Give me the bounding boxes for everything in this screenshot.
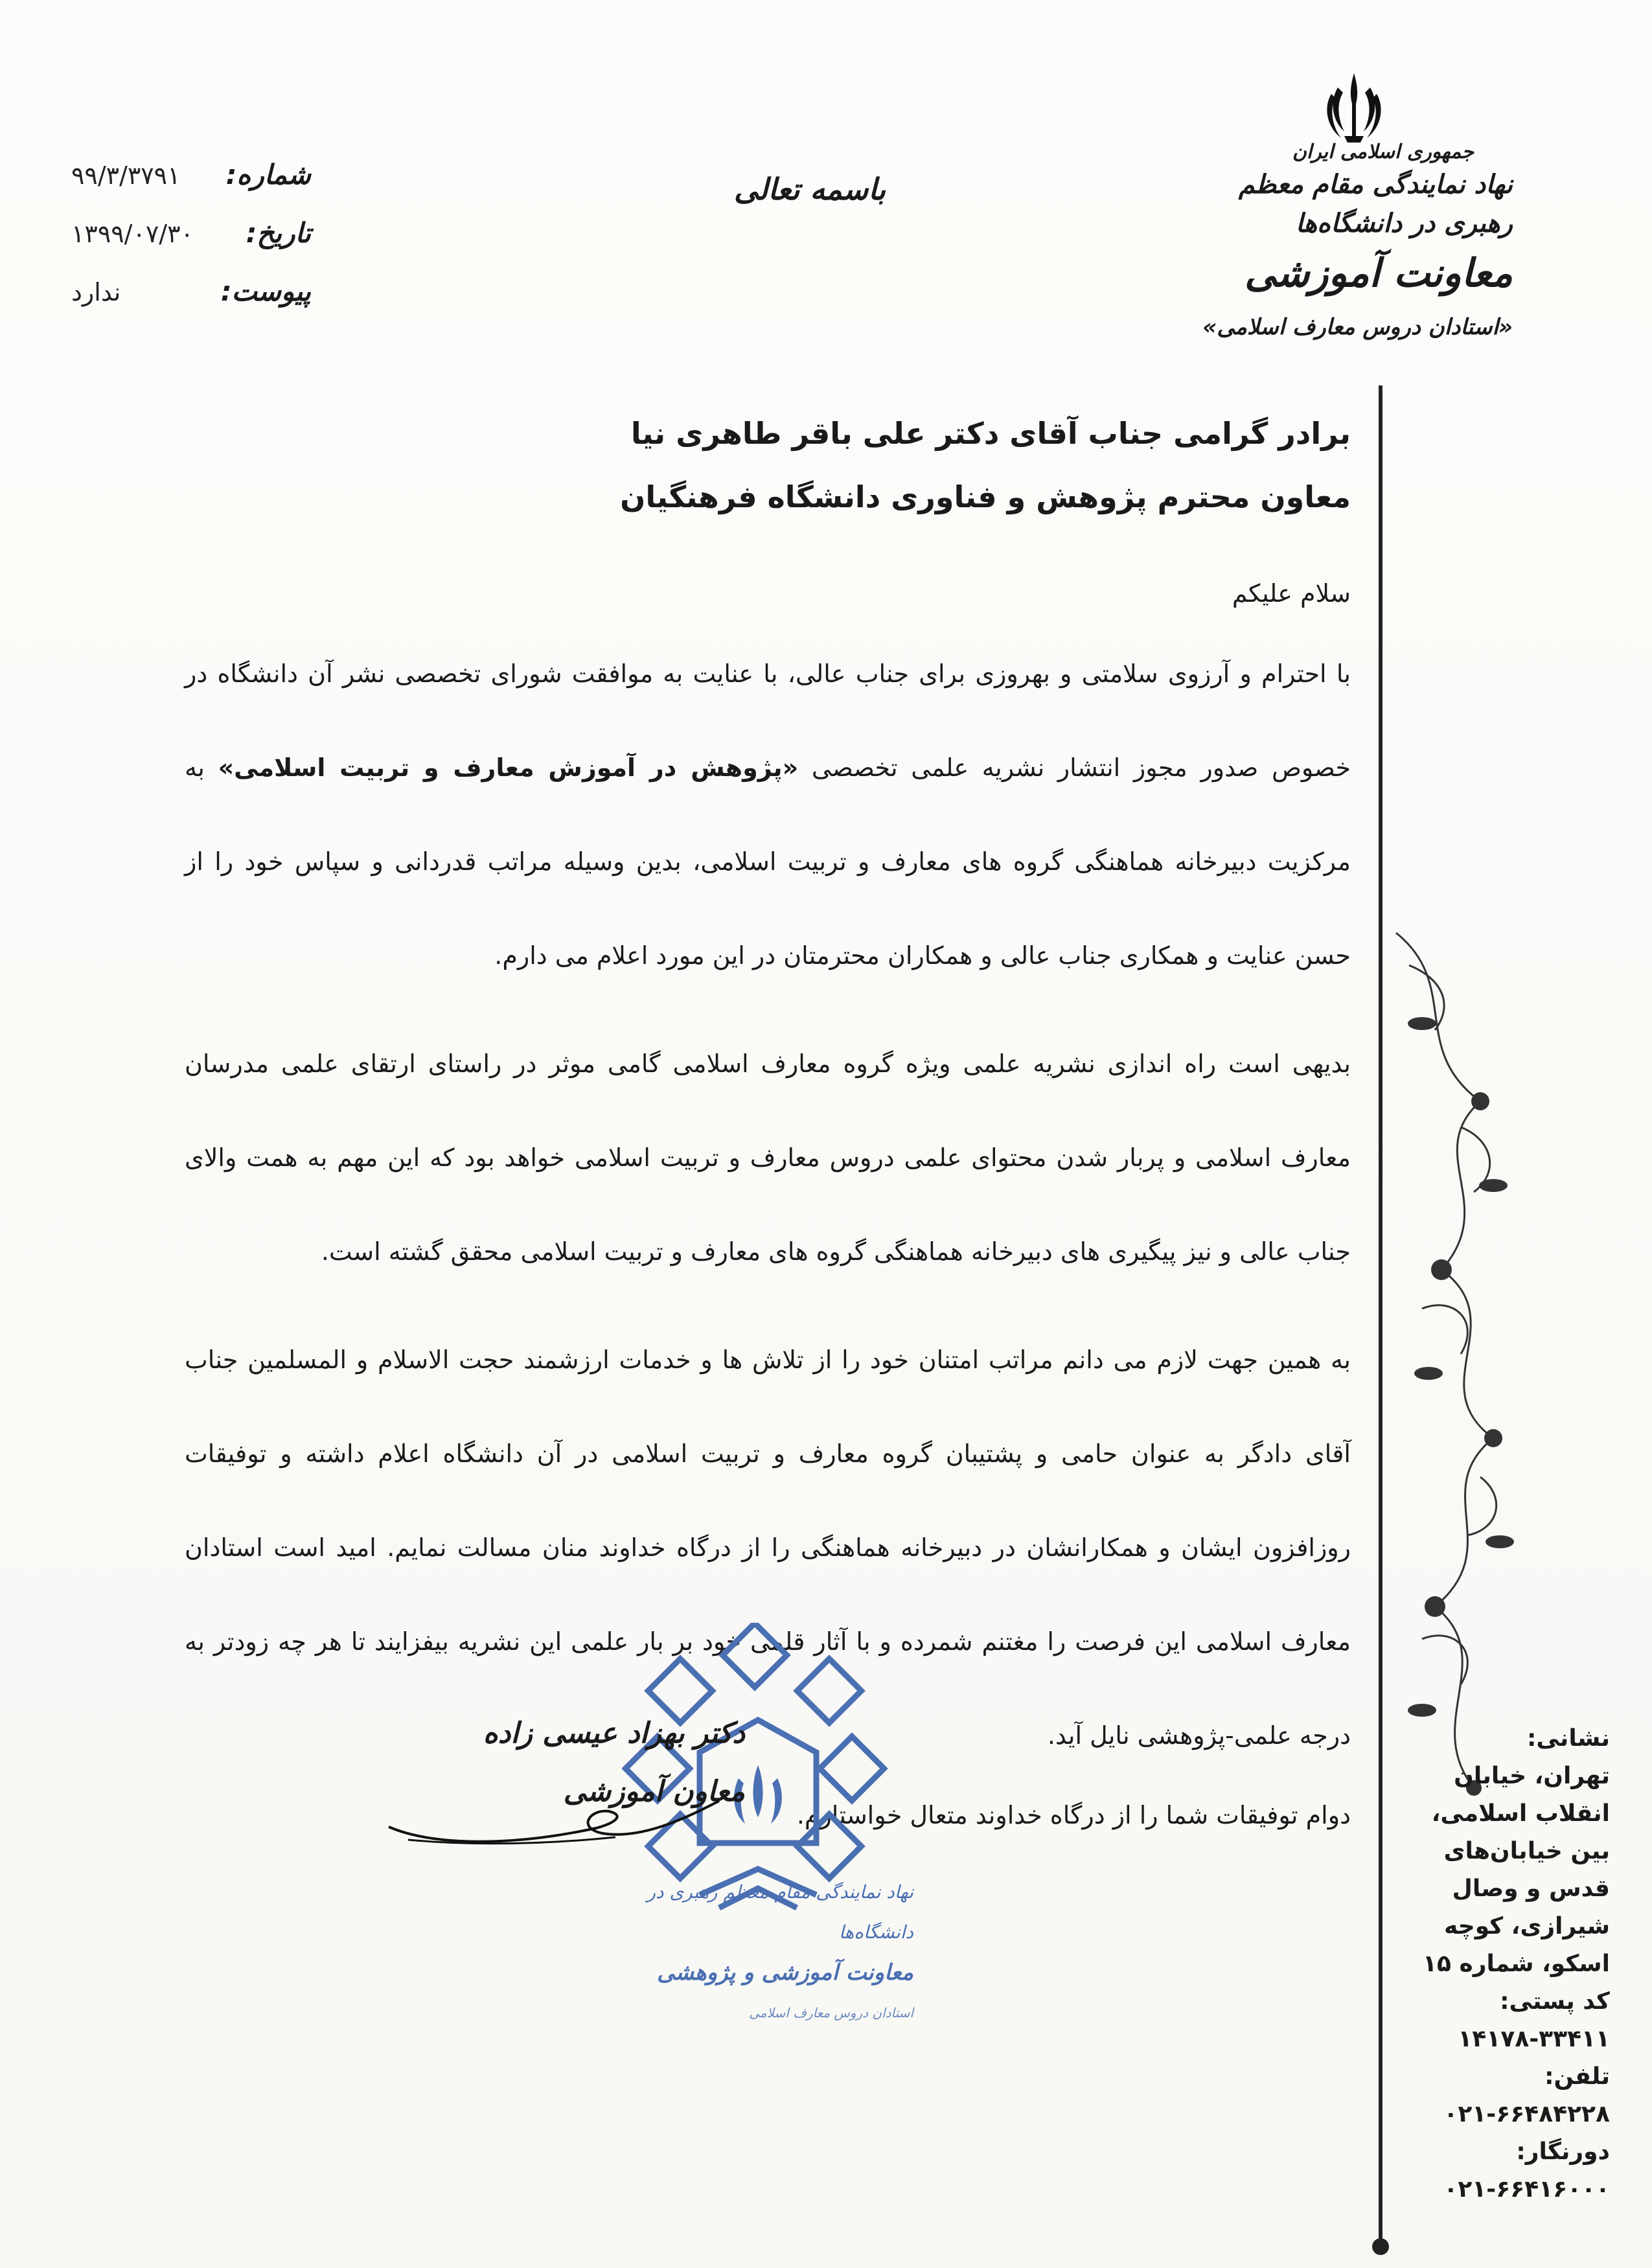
date-label: تاریخ: <box>246 217 311 249</box>
number-label: شماره: <box>225 159 311 190</box>
address-sidebar <box>1403 1720 1610 2208</box>
letterhead <box>1176 139 1513 350</box>
stamp-line-1: نهاد نمایندگی مقام معظم رهبری در دانشگاه‌ها <box>647 1881 913 1943</box>
fax-label: دورنگار: <box>1516 2138 1610 2165</box>
signature-block <box>382 1717 745 1846</box>
stamp-text <box>602 1872 913 2033</box>
meta-date-row <box>52 217 311 275</box>
phone-value: ۰۲۱-۶۶۴۸۴۲۲۸ <box>1443 2101 1610 2127</box>
closing-line: دوام توفیقات شما را از درگاه خداوند متعال خواستارم. <box>796 1801 1351 1829</box>
stamp-line-2: معاونت آموزشی و پژوهشی <box>657 1960 913 1986</box>
margin-divider <box>1379 385 1382 2245</box>
floral-ornament-icon <box>1383 907 1529 1807</box>
paragraph-1 <box>185 627 1351 1003</box>
attachment-value: ندارد <box>71 278 121 306</box>
signatory-title: معاون آموزشی <box>563 1775 745 1808</box>
bismillah-heading: باسمه تعالی <box>734 172 886 207</box>
letterhead-republic: جمهوری اسلامی ایران <box>1292 141 1474 163</box>
stamp-line-3: استادان دروس معارف اسلامی <box>749 2005 913 2021</box>
address-value: تهران، خیابان انقلاب اسلامی، بین خیابان‌های قدس و وصال شیرازی، کوچه اسکو، شماره ۱۵ <box>1423 1763 1610 1977</box>
date-value: ۱۳۹۹/۰۷/۳۰ <box>71 220 194 248</box>
paragraph-1-end: به مرکزیت دبیرخانه هماهنگی گروه های معارف و تربیت اسلامی، بدین وسیله مراتب قدردانی و سپاس خود را از حسن عنایت و همکاری جناب عالی و همکاران محترمتان در این مورد اعلام می دارم. <box>185 753 1351 970</box>
paragraph-1-start: با احترام و آرزوی سلامتی و بهروزی برای جناب عالی، با عنایت به موافقت شورای تخصصی نشر آن دانشگاه در خصوص صدور مجوز انتشار نشریه علمی تخصصی <box>185 659 1351 782</box>
paragraph-3: به همین جهت لازم می دانم مراتب امتنان خود را از تلاش ها و خدمات ارزشمند حجت الاسلام و المسلمین جناب آقای دادگر به عنوان حامی و پشتیبان گروه معارف و تربیت اسلامی در آن دانشگاه اعلام داشته و توفیقات روزافزون ایشان و همکارانشان در دبیرخانه هماهنگی را از درگاه خداوند منان مسالت نمایم. امید است استادان معارف اسلامی این فرصت را مغتنم شمرده و با آثار قلمی خود بر بار علمی این نشریه بیفزایند تا هر چه زودتر به درجه علمی-پژوهشی نایل آید. <box>185 1346 1351 1750</box>
letterhead-subdepartment: «استادان دروس معارف اسلامی» <box>1202 314 1513 340</box>
postal-code-label: کد پستی: <box>1500 1988 1610 2015</box>
attachment-label: پیوست: <box>220 275 311 307</box>
number-value: ۹۹/۳/۳۷۹۱ <box>71 161 181 190</box>
address-label: نشانی: <box>1526 1725 1610 1752</box>
letter-meta <box>52 159 311 334</box>
letterhead-organization: نهاد نمایندگی مقام معظم رهبری در دانشگاه‌ها <box>1238 170 1513 238</box>
iran-emblem-icon <box>1318 68 1390 146</box>
meta-attachment-row <box>52 275 311 334</box>
paragraph-2: بدیهی است راه اندازی نشریه علمی ویژه گروه معارف اسلامی گامی موثر در راستای ارتقای علمی مدرسان معارف اسلامی و پربار شدن محتوای علمی دروس معارف و تربیت اسلامی خواهد بود که این مهم به همت والای جناب عالی و نیز پیگیری های دبیرخانه هماهنگی گروه های معارف و تربیت اسلامی محقق گشته است. <box>185 1049 1351 1266</box>
handwritten-signature-icon <box>382 1756 745 1853</box>
signatory-name: دکتر بهزاد عیسی زاده <box>483 1717 745 1750</box>
postal-code-value: ۱۴۱۷۸-۳۳۴۱۱ <box>1458 2026 1610 2052</box>
recipient-line-2: معاون محترم پژوهش و فناوری دانشگاه فرهنگیان <box>620 479 1351 514</box>
phone-label: تلفن: <box>1544 2063 1610 2090</box>
letter-body <box>185 402 1351 1835</box>
meta-number-row <box>52 159 311 217</box>
recipient-line-1: برادر گرامی جناب آقای دکتر علی باقر طاهری نیا <box>630 416 1351 451</box>
letterhead-department: معاونت آموزشی <box>1245 251 1513 296</box>
divider-end-dot <box>1372 2238 1389 2255</box>
fax-value: ۰۲۱-۶۶۴۱۶۰۰۰ <box>1443 2176 1610 2203</box>
journal-title: «پژوهش در آموزش معارف و تربیت اسلامی» <box>218 753 799 782</box>
greeting: سلام علیکم <box>1232 579 1351 608</box>
